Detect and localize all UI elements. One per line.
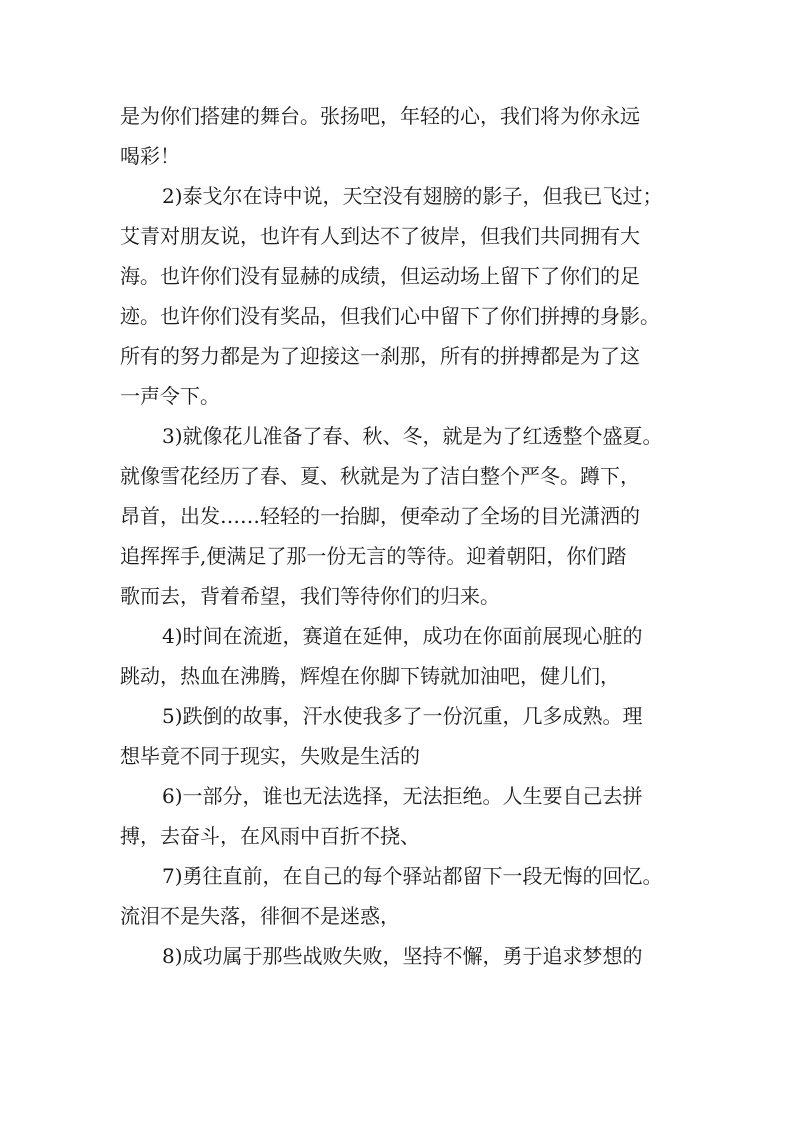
- text-line: 歌而去，背着希望，我们等待你们的归来。: [120, 584, 500, 608]
- text-line: 喝彩！: [120, 144, 180, 168]
- text-line: 想毕竟不同于现实，失败是生活的: [120, 744, 420, 768]
- text-line: 跳动，热血在沸腾，辉煌在你脚下铸就加油吧，健儿们，: [120, 664, 620, 688]
- text-line: 搏，去奋斗，在风雨中百折不挠、: [120, 824, 420, 848]
- paragraph-8-start: 8)成功属于那些战败失败，坚持不懈，勇于追求梦想的: [162, 944, 643, 968]
- text-line: 艾青对朋友说，也许有人到达不了彼岸，但我们共同拥有大: [120, 224, 640, 248]
- text-line: 一声令下。: [120, 384, 220, 408]
- text-line: 所有的努力都是为了迎接这一刹那，所有的拼搏都是为了这: [120, 344, 640, 368]
- paragraph-2-start: 2)泰戈尔在诗中说，天空没有翅膀的影子，但我已飞过；: [162, 184, 663, 208]
- text-line: 昂首，出发……轻轻的一抬脚，便牵动了全场的目光潇洒的: [120, 504, 640, 528]
- paragraph-5-start: 5)跌倒的故事，汗水使我多了一份沉重，几多成熟。理: [162, 704, 643, 728]
- body-text: [120, 96, 680, 976]
- paragraph-3-start: 3)就像花儿准备了春、秋、冬，就是为了红透整个盛夏。: [162, 424, 663, 448]
- text-line: 就像雪花经历了春、夏、秋就是为了洁白整个严冬。蹲下，: [120, 464, 640, 488]
- paragraph-4-start: 4)时间在流逝，赛道在延伸，成功在你面前展现心脏的: [162, 624, 643, 648]
- paragraph-6-start: 6)一部分，谁也无法选择，无法拒绝。人生要自己去拼: [162, 784, 643, 808]
- text-line: 流泪不是失落，徘徊不是迷惑，: [120, 904, 400, 928]
- paragraph-7-start: 7)勇往直前，在自己的每个驿站都留下一段无悔的回忆。: [162, 864, 663, 888]
- text-line: 海。也许你们没有显赫的成绩，但运动场上留下了你们的足: [120, 264, 640, 288]
- text-line: 迹。也许你们没有奖品，但我们心中留下了你们拼搏的身影。: [120, 304, 660, 328]
- text-line: 追挥挥手,便满足了那一份无言的等待。迎着朝阳，你们踏: [120, 544, 627, 568]
- text-line: 是为你们搭建的舞台。张扬吧，年轻的心，我们将为你永远: [120, 104, 640, 128]
